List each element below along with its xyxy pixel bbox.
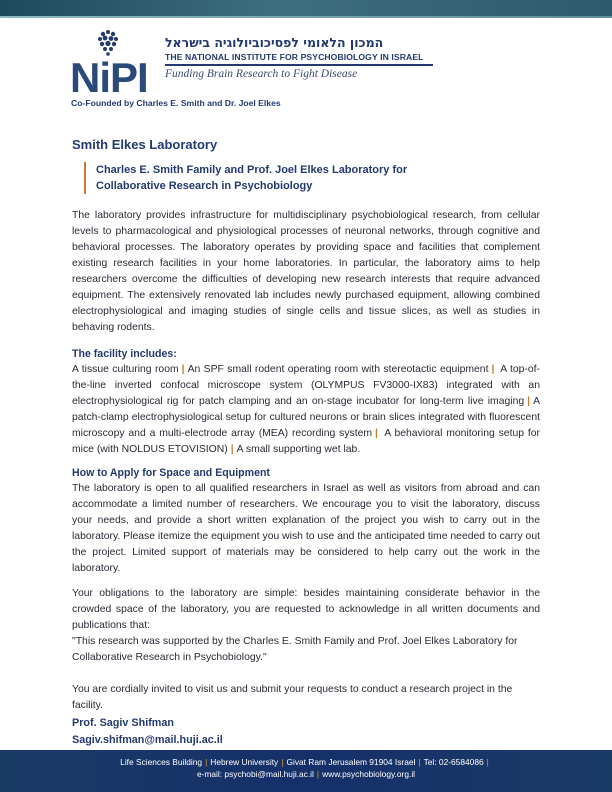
contact-email[interactable]: Sagiv.shifman@mail.huji.ac.il (72, 734, 223, 746)
lab-subtitle-line1: Charles E. Smith Family and Prof. Joel Elkes Laboratory for (96, 164, 408, 176)
facility-separator: | (230, 444, 234, 455)
facility-heading: The facility includes: (72, 348, 177, 360)
nipi-logo (70, 28, 154, 94)
tagline: Funding Brain Research to Fight Disease (165, 68, 358, 80)
institute-hebrew-name: המכון הלאומי לפסיכוביולוגיה בישראל (165, 35, 384, 50)
main-content (72, 136, 540, 748)
obligations-paragraph: Your obligations to the laboratory are simple: besides maintaining considerate behavior in the crowded space of the laboratory, you are requested to acknowledge in all written documents and publications that: (72, 588, 540, 631)
facility-separator: | (375, 428, 378, 439)
header-divider (165, 64, 433, 66)
footer-city: Givat Ram Jerusalem 91904 Israel (286, 757, 416, 767)
footer-website[interactable]: www.psychobiology.org.il (322, 769, 416, 779)
howto-paragraph: The laboratory is open to all qualified researchers in Israel as well as visitors from abroad and can accommodate a limited number of researchers. We encourage you to visit the laboratory, discuss your needs, and provide a short written explanation of the project you wish to carry out in the laboratory. Please itemize the equipment you wish to use and the anticipated time needed to carry out the project. Limited support of materials may be considered to help carry out the work in the laboratory. (72, 483, 540, 574)
top-banner (0, 0, 612, 18)
footer-separator: | (418, 757, 421, 767)
invitation-paragraph: You are cordially invited to visit us and submit your requests to conduct a research project in the facility. (72, 684, 513, 711)
institute-name: THE NATIONAL INSTITUTE FOR PSYCHOBIOLOGY IN ISRAEL (165, 52, 424, 62)
howto-heading: How to Apply for Space and Equipment (72, 467, 270, 479)
footer-separator: | (486, 757, 489, 767)
footer-phone: Tel: 02-6584086 (423, 757, 484, 767)
lab-intro-paragraph: The laboratory provides infrastructure for multidisciplinary psychobiological research, from cellular levels to pharmacological and physiological processes of neuronal networks, through cognitive and behavioral processes. The laboratory operates by providing space and facilities that complement existing research facilities in your home laboratories. In particular, the laboratory aims to help researchers overcome the difficulties of developing new research interests that require advanced equipment. The extensively renovated lab includes newly purchased equipment, allowing combined electrophysiological and imaging studies of single cells and tissue slices, as well as studies in behaving rodents. (72, 210, 540, 333)
cofounded-line: Co-Founded by Charles E. Smith and Dr. Joel Elkes (71, 98, 281, 108)
facility-separator: | (181, 364, 185, 375)
facility-item: A small supporting wet lab. (236, 444, 361, 455)
lab-subtitle (84, 162, 416, 194)
footer (0, 750, 612, 792)
facility-list (72, 362, 540, 458)
facility-item: A top-of-the-line inverted confocal microscope system (OLYMPUS FV3000-IX83) integrated with an electrophysiological rig for patch clamping and an on-stage incubator for long-term live imaging (72, 364, 540, 407)
logo-wordmark: NiPI (70, 54, 148, 94)
facility-item: An SPF small rodent operating room with stereotactic equipment (187, 364, 489, 375)
footer-separator: | (316, 769, 320, 779)
facility-item: A behavioral monitoring setup for mice (with NOLDUS ETOVISION) (72, 428, 540, 455)
lab-subtitle-line2: Collaborative Research in Psychobiology (96, 180, 313, 192)
acknowledgment-quote: "This research was supported by the Charles E. Smith Family and Prof. Joel Elkes Laboratory for Collaborative Research in Psychobiology." (72, 636, 518, 663)
footer-building: Life Sciences Building (120, 757, 203, 767)
footer-email[interactable]: e-mail: psychobi@mail.huji.ac.il (196, 769, 314, 779)
facility-item: A tissue culturing room (72, 364, 179, 375)
contact-name: Prof. Sagiv Shifman (72, 717, 174, 729)
footer-separator: | (281, 757, 284, 767)
logo-dot-cluster (98, 30, 118, 56)
facility-separator: | (527, 396, 531, 407)
facility-separator: | (491, 364, 495, 375)
lab-title: Smith Elkes Laboratory (72, 137, 218, 152)
facility-item: A patch-clamp electrophysiological setup for cultured neurons or brain slices integrated with fluorescent microscopy and a multi-electrode array (MEA) recording system (72, 396, 540, 439)
footer-separator: | (205, 757, 208, 767)
footer-address (0, 757, 612, 768)
footer-university: Hebrew University (210, 757, 279, 767)
footer-contact (0, 769, 612, 780)
